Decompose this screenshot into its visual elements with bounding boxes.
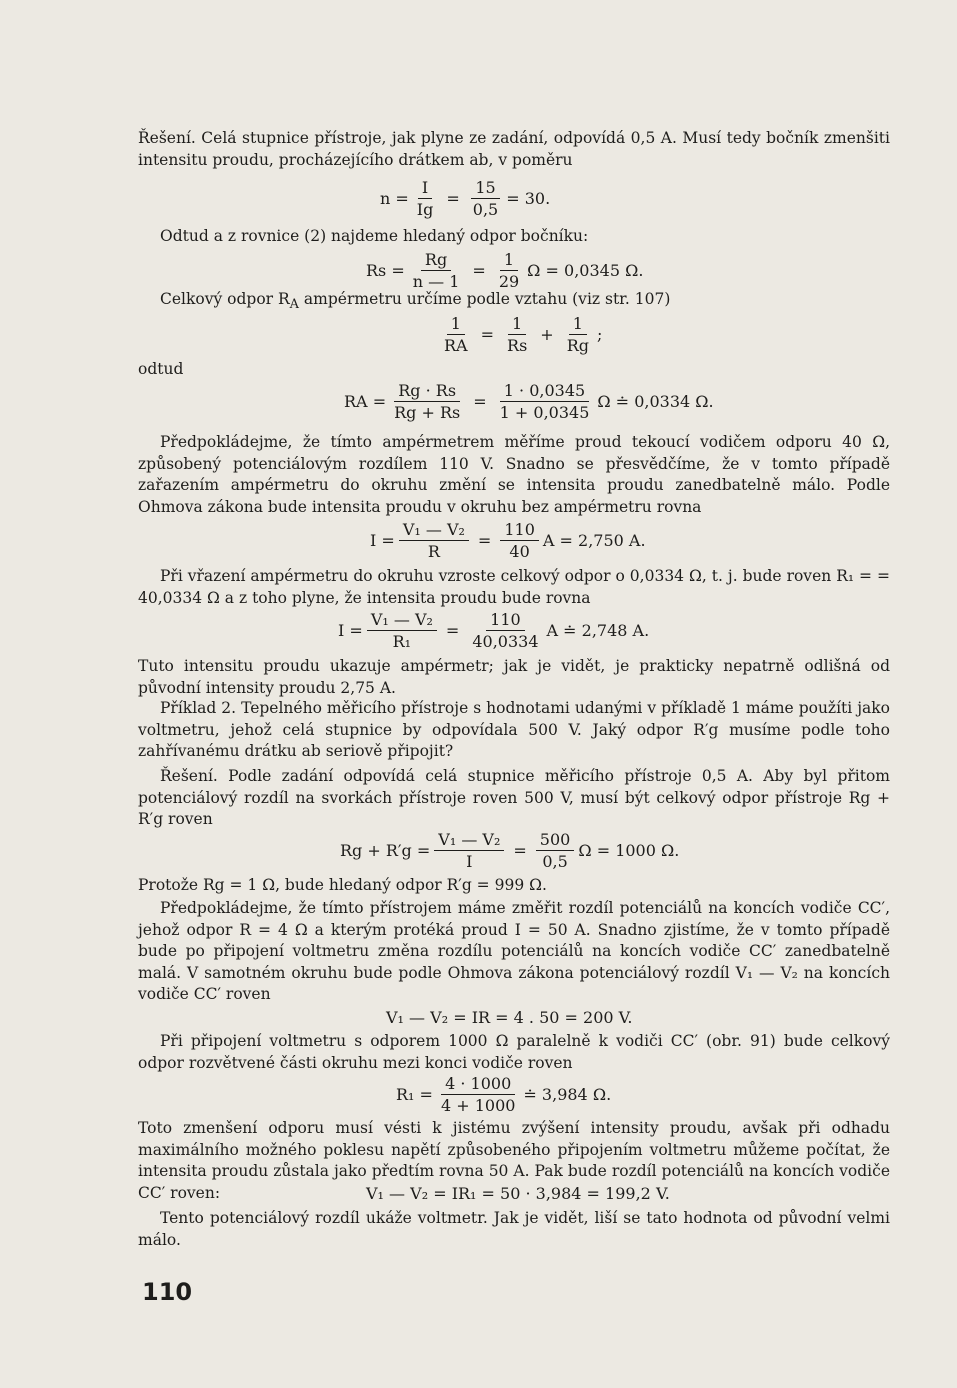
paragraph-voltmeter-connection: Při připojení voltmetru s odporem 1000 Ω paralelně k vodiči CC′ (obr. 91) bude celkový odpor rozvětvené části okruhu mezi konci vodiče roven (138, 1032, 890, 1072)
label-odtud: odtud (138, 360, 184, 378)
paragraph-assumption-1: Předpokládejme, že tímto ampérmetrem měříme proud tekoucí vodičem odporu 40 Ω, způsobený potenciálovým rozdílem 110 V. Snadno se přesvědčíme, že v tomto případě zařazením ampérmetru do okruhu změní se intensita proudu zanedbatelně málo. Podle Ohmova zákona bude intensita proudu v okruhu bez ampérmetru rovna (138, 433, 890, 516)
paragraph-total-resistance: Celkový odpor $R_A$ ampérmetru určíme podle vztahu (viz str. 107) (160, 290, 671, 313)
paragraph-conclusion: Tento potenciálový rozdíl ukáže voltmetr. Jak je vidět, liší se tato hodnota od původní velmi málo. (138, 1209, 890, 1249)
equation-shunt-resistance: Rs = $\frac{Rg}{n — 1}$ = $\frac{1}{29}$ Ω = 0,0345 Ω. (366, 250, 644, 291)
paragraph-shunt: Odtud a z rovnice (2) najdeme hledaný odpor bočníku: (160, 227, 589, 245)
paragraph-assumption-2: Předpokládejme, že tímto přístrojem máme změřit rozdíl potenciálů na koncích vodiče CC′, jehož odpor R = 4 Ω a kterým protéká proud I = 50 A. Snadno zjistíme, že v tomto případě bude po připojení voltmetru změna rozdílu potenciálů na koncích vodiče CC′ zanedbatelně malá. V samotném okruhu bude podle Ohmova zákona potenciálový rozdíl V₁ — V₂ na koncích vodiče CC′ roven (138, 899, 890, 1003)
equation-current-2: I = $\frac{\text{V₁ — V₂}}{\text{R₁}}$ = $\frac{110}{40,0334}$ A ≐ 2,748 A. (338, 610, 650, 651)
equation-potential-2: V₁ — V₂ = IR₁ = 50 · 3,984 = 199,2 V. (366, 1184, 670, 1203)
paragraph-inserting-ammeter: Při vřazení ampérmetru do okruhu vzroste celkový odpor o 0,0334 Ω, t. j. bude roven R₁ = = 40,0334 Ω a z toho plyne, že intensita proudu bude rovna (138, 567, 890, 607)
paragraph-solution-1: Řešení. Celá stupnice přístroje, jak plyne ze zadání, odpovídá 0,5 A. Musí tedy bočník zmenšiti intensitu proudu, procházejícího drátkem ab, v poměru (138, 129, 890, 169)
paragraph-solution-2: Řešení. Podle zadání odpovídá celá stupnice měřicího přístroje 0,5 A. Aby byl přitom potenciálový rozdíl na svorkách přístroje roven 500 V, musí být celkový odpor přístroje Rg + R′g roven (138, 767, 890, 828)
equation-ratio: n = $\frac{I}{Ig}$ = $\frac{15}{0,5}$ = 30. (380, 178, 551, 219)
equation-potential-1: V₁ — V₂ = IR = 4 . 50 = 200 V. (386, 1008, 633, 1027)
equation-branch-resistance: R₁ = $\frac{4 \cdot 1000}{4 + 1000}$ ≐ 3,984 Ω. (396, 1074, 612, 1115)
equation-voltmeter-resistance: Rg + R′g = $\frac{\text{V₁ — V₂}}{I}$ = $\frac{500}{0,5}$ Ω = 1000 Ω. (340, 830, 680, 871)
page-number: 110 (142, 1278, 193, 1306)
paragraph-series-resistor: Protože Rg = 1 Ω, bude hledaný odpor R′g = 999 Ω. (138, 876, 547, 894)
paragraph-reduction: Toto zmenšení odporu musí vésti k jistému zvýšení intensity proudu, avšak při odhadu maximálního možného poklesu napětí způsobeného připojením voltmetru můžeme počítat, že intensita proudu zůstala jako předtím rovna 50 A. Pak bude rozdíl potenciálů na koncích vodiče CC′ roven: (138, 1119, 890, 1202)
equation-ammeter-resistance: RA = $\frac{Rg \cdot Rs}{Rg + Rs}$ = $\frac{1 \cdot 0,0345}{1 + 0,0345}$ Ω ≐ 0,0334 Ω. (344, 381, 714, 422)
paragraph-example-2: Příklad 2. Tepelného měřicího přístroje s hodnotami udanými v příkladě 1 máme použíti jako voltmetru, jehož celá stupnice by odpovídala 500 V. Jaký odpor R′g musíme podle toho zahřívanému drátku ab seriově připojit? (138, 699, 890, 760)
equation-parallel: $\frac{1}{RA}$ = $\frac{1}{Rs}$ + $\frac{1}{Rg}$ ; (444, 314, 603, 355)
paragraph-ammeter-reading: Tuto intensitu proudu ukazuje ampérmetr; jak je vidět, je prakticky nepatrně odlišná od původní intensity proudu 2,75 A. (138, 657, 890, 697)
equation-current-1: I = $\frac{\text{V₁ — V₂}}{R}$ = $\frac{110}{40}$ A = 2,750 A. (370, 520, 646, 561)
